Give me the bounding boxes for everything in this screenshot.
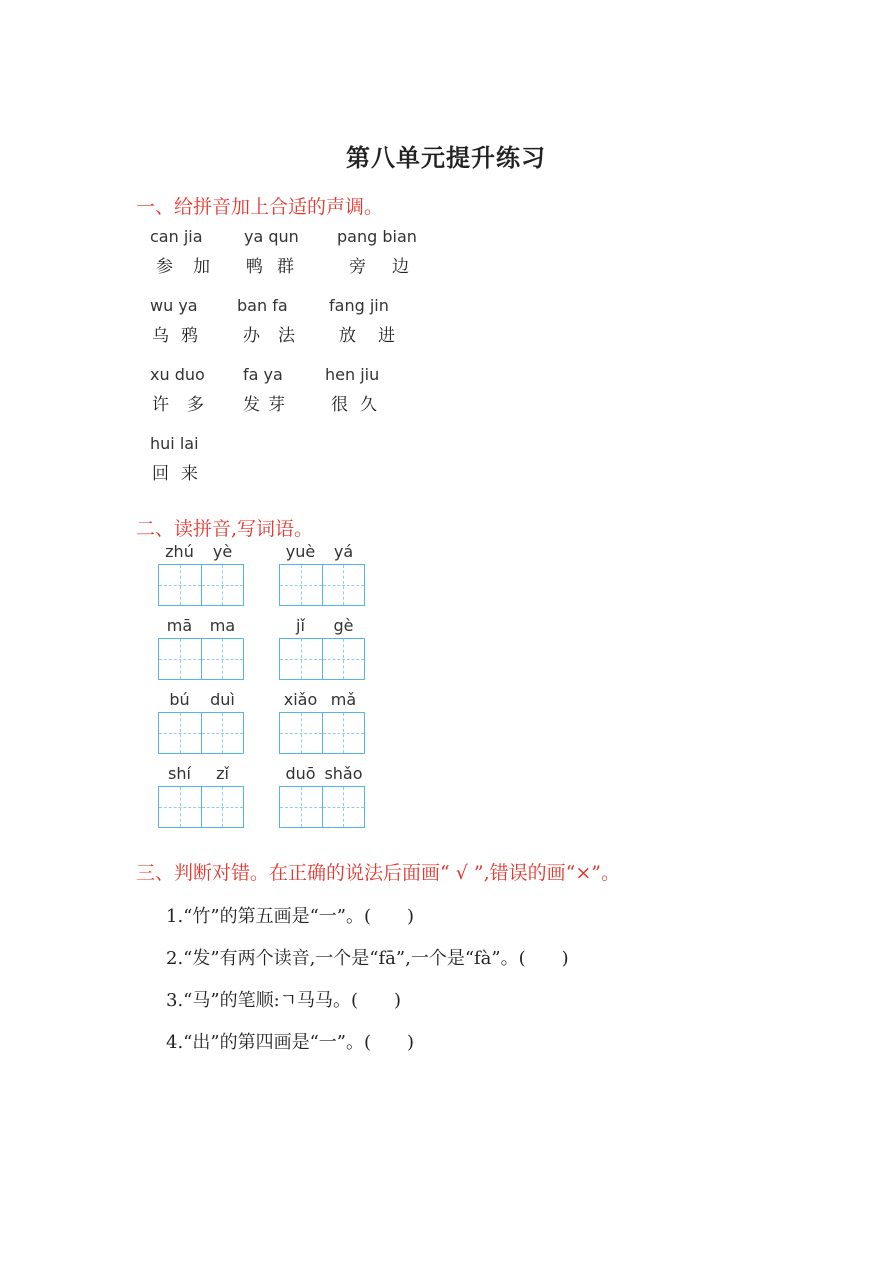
writing-pinyin: zhú yè — [165, 542, 233, 561]
writing-pinyin: bú duì — [169, 690, 235, 709]
writing-grid[interactable] — [158, 564, 244, 606]
pinyin-text: hen jiu — [325, 365, 380, 384]
pinyin-text: xu duo — [150, 365, 205, 384]
hanzi-text: 乌 鸦 — [152, 326, 200, 346]
writing-item — [279, 542, 365, 606]
pinyin-text: fa ya — [243, 365, 283, 384]
judgment-question: 1.“竹”的第五画是“一”。( ) — [166, 906, 415, 927]
writing-pinyin: jǐ gè — [296, 616, 354, 635]
writing-grid[interactable] — [158, 712, 244, 754]
writing-item — [158, 542, 244, 606]
hanzi-text: 参 加 — [156, 257, 212, 277]
hanzi-text: 办 法 — [243, 326, 297, 346]
writing-item — [158, 616, 244, 680]
pinyin-pair — [150, 434, 260, 484]
hanzi-text: 回 来 — [152, 464, 200, 484]
hanzi-text: 很 久 — [331, 395, 379, 415]
hanzi-text: 旁 边 — [349, 257, 411, 277]
pinyin-pair — [337, 227, 447, 277]
writing-pinyin: mā ma — [166, 616, 236, 635]
hanzi-text: 放 进 — [339, 326, 397, 346]
writing-grid[interactable] — [279, 564, 365, 606]
pinyin-pair — [325, 365, 435, 415]
hanzi-text: 鸭 群 — [246, 257, 296, 277]
pinyin-text: pang bian — [337, 227, 417, 246]
pinyin-text: ya qun — [244, 227, 299, 246]
pinyin-text: ban fa — [237, 296, 288, 315]
writing-grid[interactable] — [158, 786, 244, 828]
writing-item — [279, 616, 365, 680]
writing-grid[interactable] — [279, 638, 365, 680]
writing-item — [279, 764, 365, 828]
writing-grid[interactable] — [279, 712, 365, 754]
hanzi-text: 许 多 — [152, 395, 206, 415]
writing-pinyin: shí zǐ — [168, 764, 229, 783]
writing-item — [158, 690, 244, 754]
writing-pinyin: yuè yá — [285, 542, 354, 561]
judgment-question: 4.“出”的第四画是“一”。( ) — [166, 1032, 415, 1053]
section-2-heading: 二、读拼音,写词语。 — [136, 518, 314, 540]
hanzi-text: 发 芽 — [243, 395, 287, 415]
pinyin-text: hui lai — [150, 434, 199, 453]
section-1-heading: 一、给拼音加上合适的声调。 — [136, 196, 384, 218]
judgment-question: 3.“马”的笔顺:ㄱ马马。( ) — [166, 990, 402, 1011]
writing-pinyin: duō shǎo — [285, 764, 363, 783]
writing-item — [279, 690, 365, 754]
section-3-heading: 三、判断对错。在正确的说法后面画“ √ ”,错误的画“×”。 — [136, 862, 621, 884]
pinyin-pair — [329, 296, 439, 346]
page-title: 第八单元提升练习 — [346, 143, 546, 172]
pinyin-text: fang jin — [329, 296, 389, 315]
writing-item — [158, 764, 244, 828]
pinyin-text: wu ya — [150, 296, 198, 315]
judgment-question: 2.“发”有两个读音,一个是“fā”,一个是“fà”。( ) — [166, 948, 569, 969]
pinyin-text: can jia — [150, 227, 203, 246]
writing-grid[interactable] — [279, 786, 365, 828]
writing-grid[interactable] — [158, 638, 244, 680]
writing-pinyin: xiǎo mǎ — [283, 690, 357, 709]
